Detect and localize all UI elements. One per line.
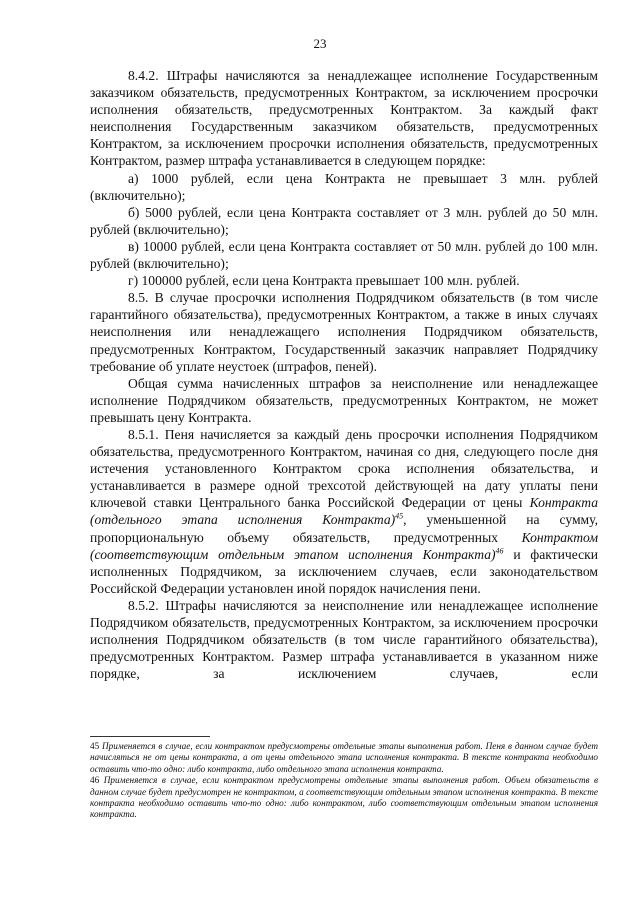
paragraph-8-5-1 — [90, 426, 598, 597]
paragraph-8-5-1-text-a: 8.5.1. Пеня начисляется за каждый день просрочки исполнения Подрядчиком обязательства, предусмотренного Контрактом, начиная со дня, следующего после дня истечения установленного Контрактом срока исполнения обязательства, и устанавливается в размере одной трехсотой действующей на дату уплаты пени ключевой ставки Центрального банка Российской Федерации от цены — [90, 426, 598, 511]
footnote-ref-46[interactable]: 46 — [495, 546, 504, 556]
footnote-text: Применяется в случае, если контрактом предусмотрены отдельные этапы выполнения работ. Пеня в данном случае будет начисляться не от цены контракта, а от цены отдельного этапа исполнения контракта. В тексте контракта необходимо оставить что-то одно: либо контракта, либо отдельного этапа исполнения контракта. — [90, 741, 598, 774]
footnote-45 — [90, 741, 598, 775]
footnote-text: Применяется в случае, если контрактом предусмотрены отдельные этапы выполнения работ. Объем обязательств в данном случае будет предусмотрен не контрактом, а соответствующим отдельным этапом исполнения контракта. В тексте контракта необходимо оставить что-то одно: либо контрактом, либо соответствующим отдельным этапом исполнения контракта. — [90, 775, 598, 820]
footnote-ref-45[interactable]: 45 — [395, 511, 404, 521]
document-body — [90, 67, 598, 682]
paragraph-8-5: 8.5. В случае просрочки исполнения Подрядчиком обязательств (в том числе гарантийного обязательства), предусмотренных Контрактом, а также в иных случаях неисполнения или ненадлежащего исполнения Подрядчиком обязательств, предусмотренных Контрактом, Государственный заказчик направляет Подрядчику требование об уплате неустоек (штрафов, пеней). — [90, 290, 598, 374]
paragraph-8-5-1-italic-1: Контракта (отдельного этапа исполнения Контракта) — [90, 495, 598, 528]
paragraph-8-5-1-italic-2: Контрактом (соответствующим отдельным этапом исполнения Контракта) — [90, 529, 598, 562]
footnotes — [90, 741, 598, 821]
page-number: 23 — [313, 36, 327, 51]
list-item-v: в) 10000 рублей, если цена Контракта составляет от 50 млн. рублей до 100 млн. рублей (включительно); — [90, 238, 598, 272]
footnote-46 — [90, 775, 598, 821]
paragraph-8-5-1-text-b: , уменьшенной на сумму, пропорциональную объему обязательств, предусмотренных — [90, 512, 598, 545]
footnote-separator — [90, 736, 210, 737]
footnote-number: 45 — [90, 741, 100, 751]
list-item-a: а) 1000 рублей, если цена Контракта не превышает 3 млн. рублей (включительно); — [90, 170, 598, 203]
paragraph-8-5-2: 8.5.2. Штрафы начисляются за неисполнение или ненадлежащее исполнение Подрядчиком обязательств, предусмотренных Контрактом, за исключением просрочки исполнения Подрядчиком обязательств (в том числе гарантийного обязательства), предусмотренных Контрактом. Размер штрафа устанавливается в указанном ниже порядке, за исключением случаев, если — [90, 597, 598, 682]
list-item-g: г) 100000 рублей, если цена Контракта превышает 100 млн. рублей. — [128, 273, 520, 289]
paragraph-total-penalties: Общая сумма начисленных штрафов за неисполнение или ненадлежащее исполнение Подрядчиком обязательств, предусмотренных Контрактом, не может превышать цену Контракта. — [90, 375, 598, 425]
paragraph-8-4-2: 8.4.2. Штрафы начисляются за ненадлежащее исполнение Государственным заказчиком обязательств, предусмотренных Контрактом, за исключением просрочки исполнения обязательств, предусмотренных Контрактом. За каждый факт неисполнения Государственным заказчиком обязательств, предусмотренных Контрактом, за исключением просрочки исполнения обязательств, предусмотренных Контрактом, размер штрафа устанавливается в следующем порядке: — [90, 68, 598, 169]
paragraph-8-5-1-text-c: и фактически исполненных Подрядчиком, за исключением случаев, если законодательством Российской Федерации установлен иной порядок начисления пени. — [90, 546, 598, 596]
footnote-number: 46 — [90, 775, 100, 786]
list-item-b: б) 5000 рублей, если цена Контракта составляет от 3 млн. рублей до 50 млн. рублей (включительно); — [90, 204, 598, 237]
